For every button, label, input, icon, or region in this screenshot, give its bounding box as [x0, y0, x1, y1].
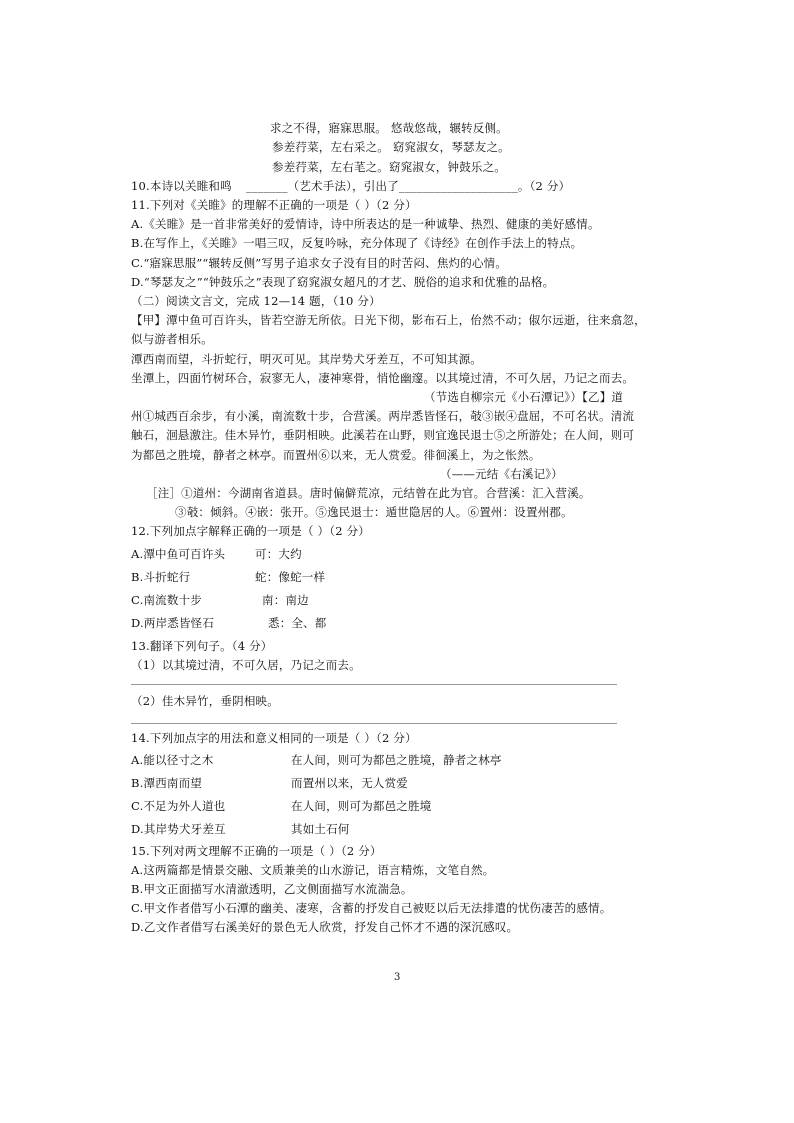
- yi-line-3: 为都邑之胜境，静者之林亭。而置州⑥以来，无人赏爱。徘徊溪上，为之怅然。: [131, 448, 541, 462]
- q15-option-b: B.甲文正面描写水清澈透明，乙文侧面描写水流湍急。: [131, 882, 413, 896]
- jia-line-1: 【甲】潭中鱼可百许头，皆若空游无所依。日光下彻，影布石上，佁然不动；俶尔远逝，往来翕忽，: [131, 313, 646, 327]
- yi-line-2: 触石，洄悬激注。佳木异竹，垂阴相映。此溪若在山野，则宜逸民退士⑤之所游处；在人间，则可: [131, 428, 635, 442]
- q14-option-c: C.不足为外人道也: [131, 799, 226, 813]
- q12-stem: 12.下列加点字解释正确的一项是（ ）（2 分）: [131, 524, 370, 538]
- q11-stem: 11.下列对《关睢》的理解不正确的一项是（ ）（2 分）: [131, 198, 417, 212]
- jia-source: （节选自柳宗元《小石潭记》）【乙】道: [424, 390, 624, 404]
- q14-stem: 14.下列加点字的用法和意义相同的一项是（ ）（2 分）: [131, 731, 417, 745]
- q12-option-b: B.斗折蛇行: [131, 570, 191, 584]
- q14-option-d: D.其岸势犬牙差互: [131, 822, 226, 836]
- answer-line-2[interactable]: [131, 723, 617, 724]
- q13-stem: 13.翻译下列句子。（4 分）: [131, 639, 273, 653]
- q11-option-c: C.“寤寐思服”“辗转反侧”写男子追求女子没有目的时苦闷、焦灼的心情。: [131, 256, 508, 270]
- q14-option-a-compare: 在人间，则可为都邑之胜境，静者之林亭: [291, 753, 502, 767]
- q10-prefix: 10.本诗以关睢和鸣: [131, 179, 232, 193]
- jia-line-2: 似与游者相乐。: [131, 332, 213, 346]
- note-line-1: ［注］①道州：今湖南省道县。唐时偏僻荒凉，元结曾在此为官。合营溪：汇入营溪。: [146, 486, 591, 500]
- q12-option-d-gloss: 悉：全、都: [268, 616, 327, 630]
- q12-option-c-gloss: 南：南边: [262, 593, 309, 607]
- q15-option-d: D.乙文作者借写右溪美好的景色无人欣赏，抒发自己怀才不遇的深沉感叹。: [131, 920, 519, 934]
- poem-line-3: 参差荇菜，左右芼之。窈窕淑女，钟鼓乐之。: [272, 160, 506, 174]
- q12-option-c: C.南流数十步: [131, 593, 202, 607]
- q14-option-c-compare: 在人间，则可为都邑之胜境: [291, 799, 432, 813]
- q15-option-a: A.这两篇都是情景交融、文质兼美的山水游记，语言精炼，文笔自然。: [131, 863, 495, 877]
- q12-option-d: D.两岸悉皆怪石: [131, 616, 215, 630]
- q11-option-d: D.“琴瑟友之”“钟鼓乐之”表现了窈窕淑女超凡的才艺、脱俗的追求和优雅的品格。: [131, 275, 555, 289]
- q12-option-a-gloss: 可：大约: [255, 547, 302, 561]
- q11-option-b: B.在写作上，《关睢》一唱三叹，反复吟咏，充分体现了《诗经》在创作手法上的特点。: [131, 236, 583, 250]
- answer-line-1[interactable]: [131, 684, 617, 685]
- q14-option-b-compare: 而置州以来，无人赏爱: [291, 776, 408, 790]
- q13-sentence-2: （2）佳木异竹，垂阴相映。: [131, 694, 279, 708]
- q11-option-a: A.《关睢》是一首非常美好的爱情诗，诗中所表达的是一种诚挚、热烈、健康的美好感情。: [131, 217, 600, 231]
- q13-sentence-1: （1）以其境过清，不可久居，乃记之而去。: [131, 658, 361, 672]
- yi-line-1: 州①城西百余步，有小溪，南流数十步，合营溪。两岸悉皆怪石，攲③嵌④盘屈，不可名状。清流: [131, 409, 635, 423]
- page-number: 3: [394, 972, 401, 983]
- jia-line-3: 潭西南而望，斗折蛇行，明灭可见。其岸势犬牙差互，不可知其源。: [131, 352, 482, 366]
- q12-option-a: A.潭中鱼可百许头: [131, 547, 226, 561]
- q14-option-a: A.能以径寸之木: [131, 753, 214, 767]
- poem-line-2: 参差荇菜，左右采之。 窈窕淑女，琴瑟友之。: [272, 140, 510, 154]
- q14-option-d-compare: 其如土石何: [291, 822, 350, 836]
- note-line-2: ③攲：倾斜。④嵌：张开。⑤逸民退士：遁世隐居的人。⑥置州：设置州郡。: [175, 505, 573, 519]
- q14-option-b: B.潭西南而望: [131, 776, 203, 790]
- yi-source: （——元结《右溪记》）: [440, 467, 563, 481]
- q10-blank: _______（艺术手法），引出了____________________。（2 分）: [246, 179, 571, 193]
- q12-option-b-gloss: 蛇：像蛇一样: [255, 570, 326, 584]
- poem-line-1: 求之不得，寤寐思服。 悠哉悠哉，辗转反侧。: [270, 121, 508, 135]
- jia-line-4: 坐潭上，四面竹树环合，寂寥无人，凄神寒骨，悄怆幽邃。以其境过清，不可久居，乃记之而去。: [131, 371, 635, 385]
- q15-stem: 15.下列对两文理解不正确的一项是（ ）（2 分）: [131, 844, 382, 858]
- section-2-heading: （二）阅读文言文，完成 12—14 题，（10 分）: [131, 294, 381, 308]
- q15-option-c: C.甲文作者借写小石潭的幽美、凄寒，含蓄的抒发自己被贬以后无法排遣的忧伤凄苦的感情。: [131, 901, 612, 915]
